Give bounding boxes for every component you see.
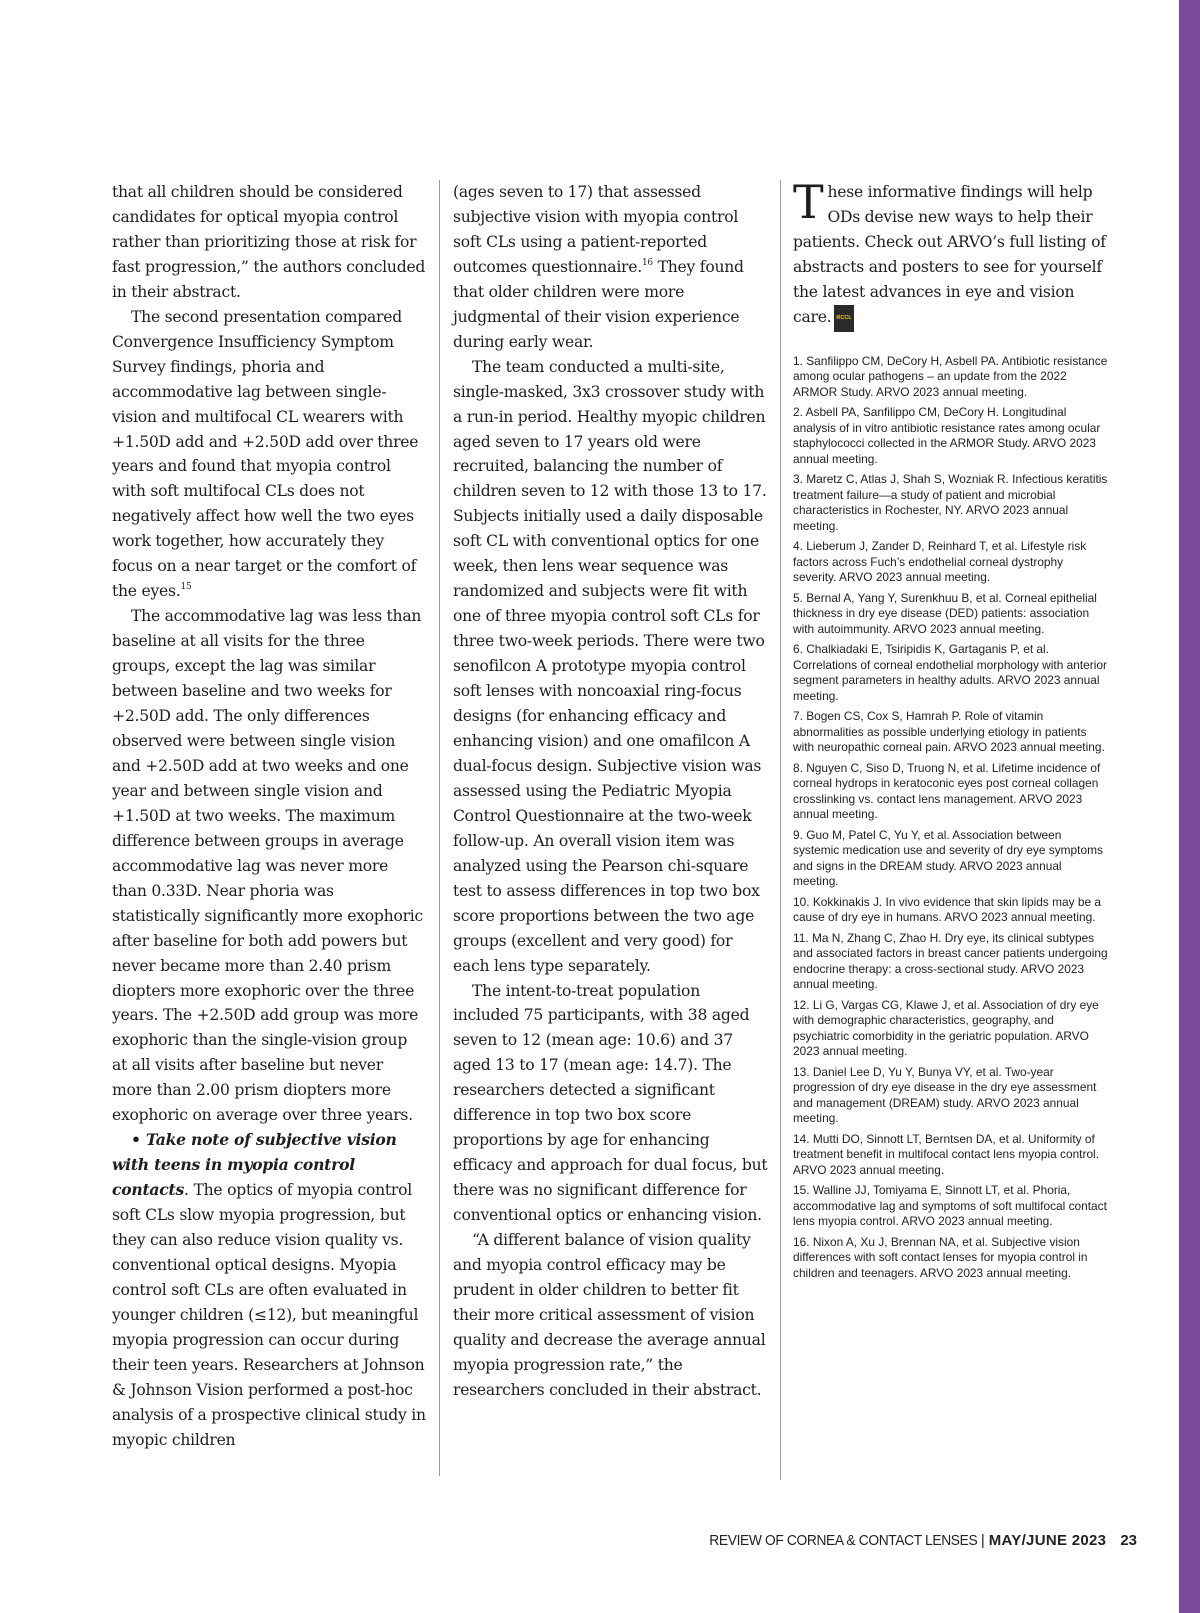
article-column-1 [112, 180, 426, 1453]
reference-item: 13. Daniel Lee D, Yu Y, Bunya VY, et al. Two-year progression of dry eye disease in the dry eye assessment and management (DREAM) study. ARVO 2023 annual meeting. [793, 1064, 1097, 1126]
reference-item: 3. Maretz C, Atlas J, Shah S, Wozniak R. Infectious keratitis treatment failure—a study of patient and microbial characteristics in Rochester, NY. ARVO 2023 annual meeting. [793, 472, 1108, 533]
page-number: 23 [1120, 1532, 1137, 1549]
reference-item: 12. Li G, Vargas CG, Klawe J, et al. Association of dry eye with demographic characteristics, geography, and psychiatric comorbidity in the geriatric population. ARVO 2023 annual meeting. [793, 997, 1099, 1059]
paragraph: (ages seven to 17) that assessed subjective vision with myopia control soft CLs using a patient-reported outcomes questionnaire.$^{16}$ They found that older children were more judgmental of their vision experience during early wear. [453, 183, 744, 351]
column-divider-2 [780, 180, 781, 1480]
reference-item: 15. Walline JJ, Tomiyama E, Sinnott LT, et al. Phoria, accommodative lag and symptoms of soft multifocal contact lens myopia control. ARVO 2023 annual meeting. [793, 1183, 1107, 1229]
footer-separator: | [980, 1532, 985, 1549]
reference-item: 16. Nixon A, Xu J, Brennan NA, et al. Subjective vision differences with soft contact lenses for myopia control in children and teenagers. ARVO 2023 annual meeting. [793, 1234, 1088, 1280]
purple-edge-bar [1179, 0, 1200, 1613]
reference-item: 14. Mutti DO, Sinnott LT, Berntsen DA, et al. Uniformity of treatment benefit in multifocal contact lens myopia control. ARVO 2023 annual meeting. [793, 1131, 1100, 1177]
end-mark-badge: RCCL [834, 305, 853, 332]
paragraph: The team conducted a multi-site, single-masked, 3x3 crossover study with a run-in period. Healthy myopic children aged seven to 17 years old were recruited, balancing the number of children seven to 12 with those 13 to 17. Subjects initially used a daily disposable soft CL with conventional optics for one week, then lens wear sequence was randomized and subjects were fit with one of three myopia control soft CLs for three two-week periods. There were two senofilcon A prototype myopia control soft lenses with noncoaxial ring-focus designs (for enhancing efficacy and enhancing vision) and one omafilcon A dual-focus design. Subjective vision was assessed using the Pediatric Myopia Control Questionnaire at the two-week follow-up. An overall vision item was analyzed using the Pearson chi-square test to assess differences in top two box score proportions between the two age groups (excellent and very good) for each lens type separately. [453, 357, 767, 975]
closing-paragraph: These informative findings will help ODs devise new ways to help their patients. Check out ARVO’s full listing of abstracts and posters to see for yourself the latest advances in eye and vision care. RCCL [793, 180, 1109, 332]
drop-cap: T [793, 175, 824, 229]
paragraph: The accommodative lag was less than baseline at all visits for the three groups, except the lag was similar between baseline and two weeks for +2.50D add. The only differences observed were between single vision and +2.50D add at two weeks and one year and between single vision and +1.50D at two weeks. The maximum difference between groups in average accommodative lag was never more than 0.33D. Near phoria was statistically significantly more exophoric after baseline for both add powers but never became more than 2.40 prism diopters more exophoric over the three years. The +2.50D add group was more exophoric than the single-vision group at all visits after baseline but never more than 2.00 prism diopters more exophoric on average over three years. [112, 607, 424, 1125]
reference-item: 1. Sanfilippo CM, DeCory H, Asbell PA. Antibiotic resistance among ocular pathogens – an update from the 2022 ARMOR Study. ARVO 2023 annual meeting. [793, 353, 1108, 399]
reference-item: 11. Ma N, Zhang C, Zhao H. Dry eye, its clinical subtypes and associated factors in breast cancer patients undergoing endocrine therapy: a cross-sectional study. ARVO 2023 annual meeting. [793, 930, 1108, 992]
reference-item: 2. Asbell PA, Sanfilippo CM, DeCory H. Longitudinal analysis of in vitro antibiotic resistance rates among ocular staphylococci collected in the ARMOR Study. ARVO 2023 annual meeting. [793, 405, 1101, 466]
reference-superscript: 16 [641, 257, 653, 268]
reference-item: 7. Bogen CS, Cox S, Hamrah P. Role of vitamin abnormalities as possible underlying etiology in patients with neuropathic corneal pain. ARVO 2023 annual meeting. [793, 709, 1105, 755]
column-divider-1 [439, 180, 440, 1476]
reference-item: 6. Chalkiadaki E, Tsiripidis K, Gartaganis P, et al. Correlations of corneal endothelial morphology with anterior segment parameters in healthy adults. ARVO 2023 annual meeting. [793, 642, 1107, 703]
reference-item: 9. Guo M, Patel C, Yu Y, et al. Association between systemic medication use and severity of dry eye symptoms and signs in the DREAM study. ARVO 2023 annual meeting. [793, 827, 1103, 889]
page-footer [686, 1532, 1137, 1549]
paragraph: “A different balance of vision quality and myopia control efficacy may be prudent in older children to better fit their more critical assessment of vision quality and decrease the average annual myopia progression rate,” the researchers concluded in their abstract. [453, 1231, 766, 1399]
reference-superscript: 15 [180, 582, 192, 593]
paragraph: The second presentation compared Convergence Insufficiency Symptom Survey findings, phoria and accommodative lag between single-vision and multifocal CL wearers with +1.50D add and +2.50D add over three years and found that myopia control with soft multifocal CLs does not negatively affect how well the two eyes work together, how accurately they focus on a near target or the comfort of the eyes.$^{15}$ [112, 307, 419, 601]
paragraph: • Take note of subjective vision with teens in myopia control contacts. The optics of myopia control soft CLs slow myopia progression, but they can also reduce vision quality vs. conventional optical designs. Myopia control soft CLs are often evaluated in younger children (≤12), but meaningful myopia progression can occur during their teen years. Researchers at Johnson & Johnson Vision performed a post-hoc analysis of a prospective clinical study in myopic children [112, 1130, 426, 1449]
issue-date: MAY/JUNE 2023 [988, 1532, 1107, 1549]
reference-item: 8. Nguyen C, Siso D, Truong N, et al. Lifetime incidence of corneal hydrops in keratoconic eyes post corneal collagen crosslinking vs. contact lens management. ARVO 2023 annual meeting. [793, 760, 1101, 822]
reference-item: 5. Bernal A, Yang Y, Surenkhuu B, et al. Corneal epithelial thickness in dry eye disease (DED) patients: association with autoimmunity. ARVO 2023 annual meeting. [793, 590, 1097, 636]
article-column-3 [793, 175, 1109, 1286]
section-lead-in: • Take note of subjective vision with teens in myopia control contacts [112, 1130, 397, 1200]
journal-name: REVIEW OF CORNEA & CONTACT LENSES [708, 1532, 977, 1549]
paragraph: that all children should be considered candidates for optical myopia control rather than prioritizing those at risk for fast progression,” the authors concluded in their abstract. [112, 183, 426, 301]
reference-item: 10. Kokkinakis J. In vivo evidence that skin lipids may be a cause of dry eye in humans. ARVO 2023 annual meeting. [793, 894, 1101, 925]
references-list [793, 354, 1109, 1282]
paragraph: The intent-to-treat population included 75 participants, with 38 aged seven to 12 (mean age: 10.6) and 37 aged 13 to 17 (mean age: 14.7). The researchers detected a significant difference in top two box score proportions by age for enhancing efficacy and approach for dual focus, but there was no significant difference for conventional optics or enhancing vision. [453, 981, 768, 1225]
reference-item: 4. Lieberum J, Zander D, Reinhard T, et al. Lifestyle risk factors across Fuch’s endothelial corneal dystrophy severity. ARVO 2023 annual meeting. [793, 539, 1087, 585]
article-column-2 [453, 180, 769, 1403]
